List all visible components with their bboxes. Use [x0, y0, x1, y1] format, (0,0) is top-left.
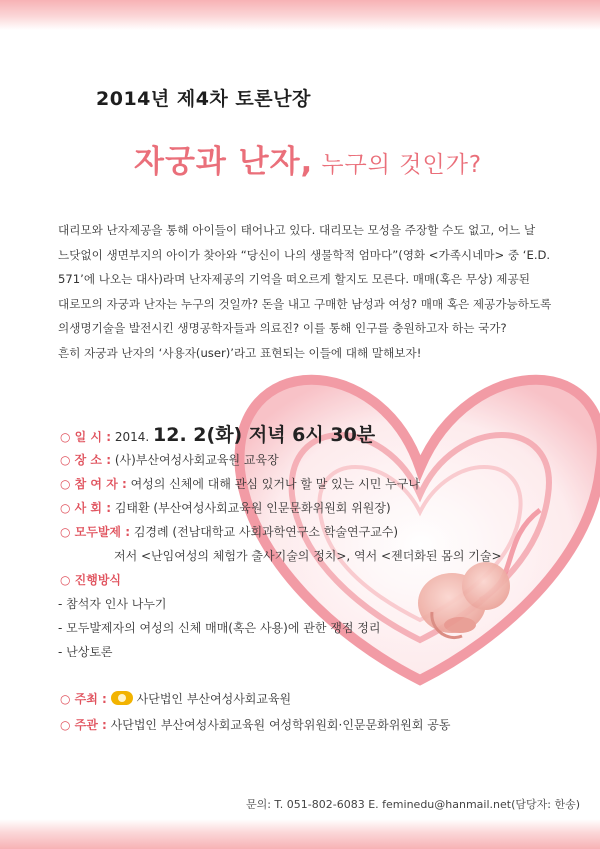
date-value: 12. 2(화) 저녁 6시 30분	[153, 424, 376, 446]
date-label: ○ 일 시 :	[60, 430, 111, 444]
organizer-row	[60, 690, 560, 707]
supervisor-value: 사단법인 부산여성사회교육원 여성학위원회·인문문화위원회 공동	[110, 718, 451, 732]
intro-line: 대로모의 자궁과 난자는 누구의 것일까? 돈을 내고 구매한 남성과 여성? 매매 혹은 제공가능하도록	[58, 296, 552, 311]
intro-line: 571’에 나오는 대사)라며 난자제공의 기억을 떠오르게 할지도 모른다. 매매(혹은 무상) 제공된	[58, 272, 530, 286]
presenter-value: 김경례 (전남대학교 사회과학연구소 학술연구교수)	[133, 525, 399, 539]
host-row	[60, 499, 560, 516]
supervisor-row	[60, 716, 560, 733]
presenter-row	[60, 523, 560, 540]
program-item: - 모두발제자의 여성의 신체 매매(혹은 사용)에 관한 쟁점 정리	[58, 621, 381, 635]
intro-paragraph	[58, 218, 558, 365]
supervisor-label: ○ 주관 :	[60, 718, 107, 732]
intro-line: 의생명기술을 발전시킨 생명공학자들과 의료진? 이를 통해 인구를 충원하고자 하는 국가?	[58, 321, 507, 335]
participants-row	[60, 475, 560, 492]
presenter-works: 저서 <난임여성의 체험가 출사기술의 정치>, 역서 <젠더화된 몸의 기술>	[114, 549, 502, 563]
organizer-label: ○ 주최 :	[60, 692, 107, 706]
presenter-works-row	[114, 547, 600, 564]
participants-label: ○ 참 여 자 :	[60, 477, 127, 491]
date-row	[60, 420, 560, 447]
title-question: 누구의 것인가?	[321, 152, 483, 178]
host-label: ○ 사 회 :	[60, 501, 111, 515]
participants-value: 여성의 신체에 대해 관심 있거나 할 말 있는 시민 누구나	[130, 477, 420, 491]
place-row	[60, 451, 560, 468]
organizer-value: 사단법인 부산여성사회교육원	[136, 692, 292, 706]
program-row	[60, 571, 560, 588]
event-title	[134, 136, 482, 181]
place-value: (사)부산여성사회교육원 교육장	[114, 453, 279, 467]
intro-line: 흔히 자궁과 난자의 ‘사용자(user)’라고 표현되는 이들에 대해 말해보자!	[58, 345, 422, 360]
host-value: 김태환 (부산여성사회교육원 인문문화위원회 위원장)	[114, 501, 391, 515]
program-item: - 난상토론	[58, 645, 113, 659]
place-label: ○ 장 소 :	[60, 453, 111, 467]
program-item: - 참석자 인사 나누기	[58, 597, 167, 611]
event-subtitle: 2014년 제4차 토론난장	[96, 88, 311, 110]
program-label: ○ 진행방식	[60, 573, 122, 587]
contact-info: 문의: T. 051-802-6083 E. feminedu@hanmail.net(담당자: 한송)	[245, 798, 580, 811]
date-year: 2014.	[114, 430, 150, 444]
title-main: 자궁과 난자,	[134, 144, 314, 180]
organization-logo-icon	[111, 691, 133, 705]
intro-line: 느닷없이 생면부지의 아이가 찾아와 “당신이 나의 생물학적 엄마다”(영화 <가족시네마> 중 ‘E.D.	[58, 247, 551, 262]
presenter-label: ○ 모두발제 :	[60, 525, 130, 539]
intro-line: 대리모와 난자제공을 통해 아이들이 태어나고 있다. 대리모는 모성을 주장할 수도 없고, 어느 날	[58, 223, 536, 237]
